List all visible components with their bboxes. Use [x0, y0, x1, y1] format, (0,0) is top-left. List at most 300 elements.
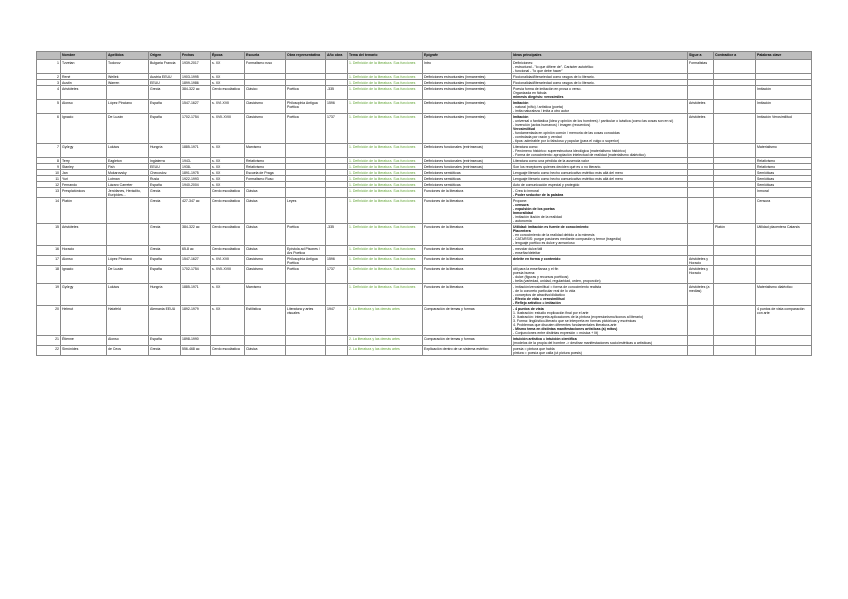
cell-epigrafe[interactable]: Explicación dentro de un sistema estético: [423, 346, 512, 356]
cell-nombre[interactable]: Étienne: [61, 336, 107, 346]
cell-n[interactable]: 22: [37, 346, 61, 356]
cell-fechas[interactable]: 1885-1971: [181, 144, 211, 158]
cell-palabras[interactable]: Imitación: [756, 86, 812, 100]
cell-palabras[interactable]: Imitación: [756, 100, 812, 114]
cell-apellidos[interactable]: Alonso: [107, 336, 149, 346]
cell-ideas[interactable]: [512, 284, 688, 306]
cell-apellidos[interactable]: Jenófanes, Heráclito, Eurípides...: [107, 188, 149, 198]
cell-obra[interactable]: Literatura y artes visuales: [286, 306, 326, 336]
cell-tema[interactable]: 1. Definición de la literatura. Sus funciones: [348, 80, 423, 86]
cell-sigue[interactable]: [688, 346, 714, 356]
cell-origen[interactable]: Rusia: [149, 176, 181, 182]
cell-epoca[interactable]: s. XX: [211, 170, 245, 176]
cell-palabras[interactable]: Semióticas: [756, 176, 812, 182]
cell-n[interactable]: 4: [37, 86, 61, 100]
cell-palabras[interactable]: Relativismo: [756, 164, 812, 170]
cell-apellidos[interactable]: Eagleton: [107, 158, 149, 164]
cell-epoca[interactable]: s. XVII-XVIII: [211, 114, 245, 144]
cell-anio[interactable]: [326, 198, 348, 224]
cell-origen[interactable]: Grecia: [149, 86, 181, 100]
cell-tema[interactable]: 1. Definición de la literatura. Sus funciones: [348, 256, 423, 266]
cell-escuela[interactable]: Clásica: [245, 188, 286, 198]
cell-origen[interactable]: España: [149, 182, 181, 188]
cell-obra[interactable]: Epístola ad Pisones / Ars Poetica: [286, 246, 326, 256]
cell-obra[interactable]: [286, 188, 326, 198]
cell-epoca[interactable]: s. XX: [211, 144, 245, 158]
header-cell-origen[interactable]: Origen: [149, 52, 181, 60]
cell-obra[interactable]: Poética: [286, 224, 326, 246]
cell-fechas[interactable]: 1885-1971: [181, 284, 211, 306]
cell-palabras[interactable]: Relativismo: [756, 158, 812, 164]
cell-anio[interactable]: [326, 284, 348, 306]
cell-epigrafe[interactable]: Definiciones funcionales (extrínsecas): [423, 158, 512, 164]
cell-origen[interactable]: Inglaterra: [149, 158, 181, 164]
cell-epoca[interactable]: Cerdo escolástica: [211, 86, 245, 100]
cell-n[interactable]: 2: [37, 74, 61, 80]
cell-obra[interactable]: Poética: [286, 86, 326, 100]
header-cell-ideas[interactable]: Ideas principales: [512, 52, 688, 60]
cell-escuela[interactable]: Formalismo Ruso: [245, 176, 286, 182]
cell-nombre[interactable]: Tzvetan: [61, 60, 107, 74]
cell-epoca[interactable]: s. XX: [211, 80, 245, 86]
cell-origen[interactable]: España: [149, 266, 181, 284]
header-cell-epoca[interactable]: Época: [211, 52, 245, 60]
cell-fechas[interactable]: 384-322 ac: [181, 224, 211, 246]
cell-n[interactable]: 1: [37, 60, 61, 74]
cell-origen[interactable]: España: [149, 100, 181, 114]
cell-palabras[interactable]: 4 puntos de vista comparación con arte: [756, 306, 812, 336]
cell-nombre[interactable]: Helmut: [61, 306, 107, 336]
cell-sigue[interactable]: Aristóteles y Horacio: [688, 266, 714, 284]
cell-anio[interactable]: [326, 246, 348, 256]
cell-sigue[interactable]: Aristóteles (a medias): [688, 284, 714, 306]
cell-tema[interactable]: 1. Definición de la literatura. Sus funciones: [348, 188, 423, 198]
cell-escuela[interactable]: Clásico: [245, 86, 286, 100]
cell-palabras[interactable]: Semióticas: [756, 182, 812, 188]
cell-ideas[interactable]: [512, 86, 688, 100]
header-cell-anio[interactable]: Año obra: [326, 52, 348, 60]
cell-palabras[interactable]: [756, 266, 812, 284]
cell-contradice[interactable]: [714, 198, 756, 224]
cell-n[interactable]: 3: [37, 80, 61, 86]
cell-tema[interactable]: 1. Definición de la literatura. Sus funciones: [348, 100, 423, 114]
header-cell-apellidos[interactable]: Apellidos: [107, 52, 149, 60]
cell-epoca[interactable]: s. XX: [211, 182, 245, 188]
cell-tema[interactable]: 2. La literatura y las demás artes: [348, 346, 423, 356]
cell-contradice[interactable]: [714, 144, 756, 158]
cell-apellidos[interactable]: Wellek: [107, 74, 149, 80]
cell-obra[interactable]: [286, 144, 326, 158]
cell-ideas[interactable]: [512, 60, 688, 74]
cell-ideas[interactable]: [512, 306, 688, 336]
cell-epigrafe[interactable]: Definiciones estructurales (inmanentes): [423, 86, 512, 100]
cell-epoca[interactable]: s. XX: [211, 284, 245, 306]
cell-escuela[interactable]: [245, 336, 286, 346]
cell-n[interactable]: 5: [37, 100, 61, 114]
cell-tema[interactable]: 1. Definición de la literatura. Sus funciones: [348, 176, 423, 182]
cell-apellidos[interactable]: [107, 86, 149, 100]
cell-nombre[interactable]: Aristóteles: [61, 224, 107, 246]
header-cell-fechas[interactable]: Fechas: [181, 52, 211, 60]
cell-anio[interactable]: 1596: [326, 100, 348, 114]
cell-contradice[interactable]: [714, 246, 756, 256]
cell-epigrafe[interactable]: Funciones de la literatura: [423, 224, 512, 246]
cell-apellidos[interactable]: de Ceos: [107, 346, 149, 356]
cell-origen[interactable]: España: [149, 256, 181, 266]
cell-nombre[interactable]: Presplatónicos: [61, 188, 107, 198]
cell-fechas[interactable]: 1892-1979: [181, 306, 211, 336]
cell-epoca[interactable]: s. XVII-XVIII: [211, 266, 245, 284]
cell-sigue[interactable]: Aristóteles: [688, 114, 714, 144]
cell-nombre[interactable]: Simónides: [61, 346, 107, 356]
cell-nombre[interactable]: Fernando: [61, 182, 107, 188]
cell-anio[interactable]: 1596: [326, 256, 348, 266]
cell-tema[interactable]: 2. La literatura y las demás artes: [348, 306, 423, 336]
cell-sigue[interactable]: [688, 336, 714, 346]
cell-epoca[interactable]: s. XX: [211, 74, 245, 80]
cell-n[interactable]: 13: [37, 188, 61, 198]
cell-escuela[interactable]: Escuela de Praga: [245, 170, 286, 176]
cell-apellidos[interactable]: López Pinciano: [107, 100, 149, 114]
cell-ideas[interactable]: [512, 246, 688, 256]
cell-fechas[interactable]: 1903-1995: [181, 74, 211, 80]
cell-escuela[interactable]: Marxismo: [245, 144, 286, 158]
cell-ideas[interactable]: [512, 224, 688, 246]
cell-anio[interactable]: [326, 336, 348, 346]
cell-origen[interactable]: Checoslov.: [149, 170, 181, 176]
cell-obra[interactable]: Poética: [286, 114, 326, 144]
cell-epoca[interactable]: [211, 336, 245, 346]
cell-palabras[interactable]: Materialismo dialéctico: [756, 284, 812, 306]
header-cell-nombre[interactable]: Nombre: [61, 52, 107, 60]
header-cell-obra[interactable]: Obra representativa: [286, 52, 326, 60]
cell-origen[interactable]: Austria EEUU: [149, 74, 181, 80]
cell-n[interactable]: 8: [37, 158, 61, 164]
cell-tema[interactable]: 1. Definición de la literatura. Sus funciones: [348, 114, 423, 144]
cell-nombre[interactable]: Horacio: [61, 246, 107, 256]
cell-n[interactable]: 15: [37, 224, 61, 246]
cell-epoca[interactable]: Cerdo escolástica: [211, 188, 245, 198]
cell-tema[interactable]: 1. Definición de la literatura. Sus funciones: [348, 74, 423, 80]
cell-palabras[interactable]: [756, 346, 812, 356]
cell-apellidos[interactable]: Lukács: [107, 284, 149, 306]
cell-epigrafe[interactable]: Funciones de la literatura: [423, 246, 512, 256]
cell-contradice[interactable]: [714, 60, 756, 74]
cell-ideas[interactable]: [512, 266, 688, 284]
cell-apellidos[interactable]: Hatzfeld: [107, 306, 149, 336]
cell-n[interactable]: 9: [37, 164, 61, 170]
cell-origen[interactable]: España: [149, 336, 181, 346]
cell-escuela[interactable]: Clásica: [245, 346, 286, 356]
cell-palabras[interactable]: [756, 256, 812, 266]
cell-escuela[interactable]: Relativismo: [245, 164, 286, 170]
cell-n[interactable]: 10: [37, 170, 61, 176]
cell-epoca[interactable]: Cerdo escolástica: [211, 346, 245, 356]
cell-apellidos[interactable]: [107, 198, 149, 224]
cell-ideas[interactable]: [512, 336, 688, 346]
cell-escuela[interactable]: Clasicismo: [245, 114, 286, 144]
cell-contradice[interactable]: [714, 114, 756, 144]
cell-nombre[interactable]: Austin: [61, 80, 107, 86]
cell-nombre[interactable]: Stanley: [61, 164, 107, 170]
cell-n[interactable]: 11: [37, 176, 61, 182]
cell-nombre[interactable]: Terry: [61, 158, 107, 164]
cell-tema[interactable]: 1. Definición de la literatura. Sus funciones: [348, 224, 423, 246]
cell-n[interactable]: 12: [37, 182, 61, 188]
cell-epigrafe[interactable]: Intro: [423, 60, 512, 74]
cell-obra[interactable]: [286, 284, 326, 306]
cell-epoca[interactable]: s. XVI-XVII: [211, 256, 245, 266]
cell-nombre[interactable]: Ignacio: [61, 266, 107, 284]
cell-sigue[interactable]: [688, 246, 714, 256]
cell-epigrafe[interactable]: Definiciones estructurales (inmanentes): [423, 114, 512, 144]
cell-n[interactable]: 20: [37, 306, 61, 336]
cell-n[interactable]: 21: [37, 336, 61, 346]
cell-sigue[interactable]: [688, 224, 714, 246]
cell-fechas[interactable]: 1940-2004: [181, 182, 211, 188]
cell-tema[interactable]: 1. Definición de la literatura. Sus funciones: [348, 158, 423, 164]
cell-epoca[interactable]: s. XX: [211, 158, 245, 164]
cell-origen[interactable]: España: [149, 114, 181, 144]
cell-epigrafe[interactable]: Comparación de temas y formas: [423, 336, 512, 346]
cell-fechas[interactable]: 1898-1990: [181, 336, 211, 346]
cell-origen[interactable]: Hungría: [149, 144, 181, 158]
cell-fechas[interactable]: 1938-: [181, 164, 211, 170]
cell-palabras[interactable]: [756, 336, 812, 346]
cell-obra[interactable]: [286, 60, 326, 74]
cell-apellidos[interactable]: De Luzán: [107, 266, 149, 284]
cell-escuela[interactable]: Estilística: [245, 306, 286, 336]
cell-obra[interactable]: [286, 336, 326, 346]
cell-fechas[interactable]: 65-8 ac: [181, 246, 211, 256]
cell-epigrafe[interactable]: Comparación de temas y formas: [423, 306, 512, 336]
cell-tema[interactable]: 1. Definición de la literatura. Sus funciones: [348, 266, 423, 284]
cell-epigrafe[interactable]: Definiciones semióticas: [423, 182, 512, 188]
cell-palabras[interactable]: Imitación Verosimilitud: [756, 114, 812, 144]
cell-epoca[interactable]: s. XVI-XVII: [211, 100, 245, 114]
cell-epoca[interactable]: s. XX: [211, 306, 245, 336]
cell-nombre[interactable]: Alonso: [61, 100, 107, 114]
cell-sigue[interactable]: [688, 86, 714, 100]
cell-epigrafe[interactable]: Funciones de la literatura: [423, 266, 512, 284]
cell-nombre[interactable]: György: [61, 284, 107, 306]
cell-anio[interactable]: -335: [326, 224, 348, 246]
cell-origen[interactable]: Grecia: [149, 346, 181, 356]
cell-fechas[interactable]: 384-322 ac: [181, 86, 211, 100]
cell-contradice[interactable]: [714, 188, 756, 198]
cell-apellidos[interactable]: Lukács: [107, 144, 149, 158]
cell-tema[interactable]: 1. Definición de la literatura. Sus funciones: [348, 164, 423, 170]
cell-epigrafe[interactable]: Funciones de la literatura: [423, 284, 512, 306]
cell-fechas[interactable]: 1899-1986: [181, 80, 211, 86]
cell-escuela[interactable]: Clásica: [245, 198, 286, 224]
cell-apellidos[interactable]: Fish: [107, 164, 149, 170]
cell-anio[interactable]: 1737: [326, 266, 348, 284]
cell-epigrafe[interactable]: Definiciones funcionales (extrínsecas): [423, 144, 512, 158]
cell-nombre[interactable]: Aristóteles: [61, 86, 107, 100]
cell-ideas[interactable]: [512, 114, 688, 144]
cell-nombre[interactable]: Platón: [61, 198, 107, 224]
cell-fechas[interactable]: 1702-1754: [181, 114, 211, 144]
cell-tema[interactable]: 2. La literatura y las demás artes: [348, 336, 423, 346]
cell-nombre[interactable]: Alonso: [61, 256, 107, 266]
cell-epigrafe[interactable]: Funciones de la literatura: [423, 256, 512, 266]
cell-origen[interactable]: Grecia: [149, 188, 181, 198]
header-cell-escuela[interactable]: Escuela: [245, 52, 286, 60]
cell-contradice[interactable]: [714, 266, 756, 284]
cell-palabras[interactable]: [756, 246, 812, 256]
cell-apellidos[interactable]: [107, 224, 149, 246]
cell-fechas[interactable]: [181, 188, 211, 198]
cell-epigrafe[interactable]: Definiciones estructurales (inmanentes): [423, 80, 512, 86]
cell-origen[interactable]: Hungría: [149, 284, 181, 306]
cell-tema[interactable]: 1. Definición de la literatura. Sus funciones: [348, 170, 423, 176]
cell-ideas[interactable]: [512, 346, 688, 356]
cell-tema[interactable]: 1. Definición de la literatura. Sus funciones: [348, 86, 423, 100]
cell-obra[interactable]: Philosophia Antigua Poética: [286, 256, 326, 266]
cell-apellidos[interactable]: [107, 246, 149, 256]
cell-anio[interactable]: -335: [326, 86, 348, 100]
cell-sigue[interactable]: Aristóteles y Horacio: [688, 256, 714, 266]
cell-palabras[interactable]: Materialismo: [756, 144, 812, 158]
cell-tema[interactable]: 1. Definición de la literatura. Sus funciones: [348, 182, 423, 188]
cell-contradice[interactable]: [714, 100, 756, 114]
cell-epigrafe[interactable]: Funciones de la literatura: [423, 198, 512, 224]
cell-obra[interactable]: [286, 346, 326, 356]
cell-epigrafe[interactable]: Funciones de la literatura: [423, 188, 512, 198]
cell-palabras[interactable]: Utilidad placentera Catarsis: [756, 224, 812, 246]
cell-escuela[interactable]: Clásica: [245, 246, 286, 256]
cell-escuela[interactable]: Marxismo: [245, 284, 286, 306]
cell-origen[interactable]: Bulgaria Francia: [149, 60, 181, 74]
cell-apellidos[interactable]: Lázaro Carreter: [107, 182, 149, 188]
cell-contradice[interactable]: Platón: [714, 224, 756, 246]
cell-escuela[interactable]: Clasicismo: [245, 266, 286, 284]
cell-obra[interactable]: Leyes: [286, 198, 326, 224]
cell-n[interactable]: 17: [37, 256, 61, 266]
cell-epigrafe[interactable]: Definiciones estructurales (inmanentes): [423, 74, 512, 80]
cell-epoca[interactable]: s. XX: [211, 176, 245, 182]
cell-sigue[interactable]: [688, 188, 714, 198]
header-cell-index[interactable]: [37, 52, 61, 60]
cell-origen[interactable]: Grecia: [149, 224, 181, 246]
cell-fechas[interactable]: 1943-: [181, 158, 211, 164]
cell-n[interactable]: 14: [37, 198, 61, 224]
cell-fechas[interactable]: 556-468 ac: [181, 346, 211, 356]
cell-tema[interactable]: 1. Definición de la literatura. Sus funciones: [348, 198, 423, 224]
cell-epoca[interactable]: Cerdo escolástica: [211, 198, 245, 224]
cell-apellidos[interactable]: Warren: [107, 80, 149, 86]
cell-tema[interactable]: 1. Definición de la literatura. Sus funciones: [348, 60, 423, 74]
header-cell-sigue[interactable]: Sigue a: [688, 52, 714, 60]
cell-fechas[interactable]: 1547-1627: [181, 100, 211, 114]
cell-anio[interactable]: [326, 346, 348, 356]
cell-anio[interactable]: [326, 188, 348, 198]
cell-anio[interactable]: 1737: [326, 114, 348, 144]
cell-sigue[interactable]: [688, 306, 714, 336]
cell-sigue[interactable]: Aristóteles: [688, 100, 714, 114]
cell-anio[interactable]: [326, 60, 348, 74]
cell-apellidos[interactable]: De Luzán: [107, 114, 149, 144]
cell-obra[interactable]: Philosophia Antigua Poética: [286, 100, 326, 114]
cell-anio[interactable]: 1947: [326, 306, 348, 336]
cell-obra[interactable]: Poética: [286, 266, 326, 284]
cell-nombre[interactable]: György: [61, 144, 107, 158]
cell-n[interactable]: 19: [37, 284, 61, 306]
cell-palabras[interactable]: Semióticas: [756, 170, 812, 176]
cell-nombre[interactable]: Ignacio: [61, 114, 107, 144]
cell-escuela[interactable]: Clasicismo: [245, 256, 286, 266]
cell-ideas[interactable]: [512, 256, 688, 266]
cell-escuela[interactable]: Relativismo: [245, 158, 286, 164]
cell-n[interactable]: 18: [37, 266, 61, 284]
cell-ideas[interactable]: [512, 198, 688, 224]
cell-escuela[interactable]: Formalismo ruso: [245, 60, 286, 74]
cell-epigrafe[interactable]: Definiciones semióticas: [423, 170, 512, 176]
cell-epoca[interactable]: Cerdo escolástica: [211, 224, 245, 246]
cell-n[interactable]: 16: [37, 246, 61, 256]
cell-epigrafe[interactable]: Definiciones estructurales (inmanentes): [423, 100, 512, 114]
cell-escuela[interactable]: Clasicismo: [245, 100, 286, 114]
cell-ideas[interactable]: [512, 188, 688, 198]
cell-origen[interactable]: Grecia: [149, 246, 181, 256]
cell-palabras[interactable]: [756, 60, 812, 74]
cell-anio[interactable]: [326, 144, 348, 158]
cell-tema[interactable]: 1. Definición de la literatura. Sus funciones: [348, 246, 423, 256]
cell-fechas[interactable]: 1702-1754: [181, 266, 211, 284]
cell-origen[interactable]: Grecia: [149, 198, 181, 224]
cell-apellidos[interactable]: Mukarovsky: [107, 170, 149, 176]
cell-contradice[interactable]: [714, 306, 756, 336]
cell-origen[interactable]: EEUU: [149, 80, 181, 86]
cell-origen[interactable]: EEUU: [149, 164, 181, 170]
cell-contradice[interactable]: [714, 256, 756, 266]
cell-tema[interactable]: 1. Definición de la literatura. Sus funciones: [348, 284, 423, 306]
header-cell-palabras[interactable]: Palabras clave: [756, 52, 812, 60]
cell-fechas[interactable]: 1939-2017: [181, 60, 211, 74]
cell-epigrafe[interactable]: Definiciones semióticas: [423, 176, 512, 182]
cell-fechas[interactable]: 1547-1627: [181, 256, 211, 266]
cell-ideas[interactable]: [512, 100, 688, 114]
header-cell-epigrafe[interactable]: Epígrafe: [423, 52, 512, 60]
cell-epoca[interactable]: s. XX: [211, 60, 245, 74]
cell-sigue[interactable]: [688, 144, 714, 158]
cell-nombre[interactable]: Yuri: [61, 176, 107, 182]
cell-origen[interactable]: Alemania EEUU: [149, 306, 181, 336]
cell-escuela[interactable]: Clásica: [245, 224, 286, 246]
cell-apellidos[interactable]: Lotman: [107, 176, 149, 182]
cell-n[interactable]: 7: [37, 144, 61, 158]
cell-sigue[interactable]: [688, 198, 714, 224]
cell-nombre[interactable]: Jan: [61, 170, 107, 176]
header-cell-contradice[interactable]: Contradice a: [714, 52, 756, 60]
cell-contradice[interactable]: [714, 346, 756, 356]
cell-n[interactable]: 6: [37, 114, 61, 144]
cell-epoca[interactable]: s. XX: [211, 164, 245, 170]
cell-contradice[interactable]: [714, 284, 756, 306]
cell-epigrafe[interactable]: Definiciones funcionales (extrínsecas): [423, 164, 512, 170]
cell-fechas[interactable]: 1922-1993: [181, 176, 211, 182]
header-cell-tema[interactable]: Tema del temario: [348, 52, 423, 60]
cell-nombre[interactable]: René: [61, 74, 107, 80]
cell-contradice[interactable]: [714, 86, 756, 100]
cell-fechas[interactable]: 427-347 ac: [181, 198, 211, 224]
cell-tema[interactable]: 1. Definición de la literatura. Sus funciones: [348, 144, 423, 158]
cell-apellidos[interactable]: López Pinciano: [107, 256, 149, 266]
cell-palabras[interactable]: Censura: [756, 198, 812, 224]
cell-ideas[interactable]: [512, 144, 688, 158]
cell-contradice[interactable]: [714, 336, 756, 346]
